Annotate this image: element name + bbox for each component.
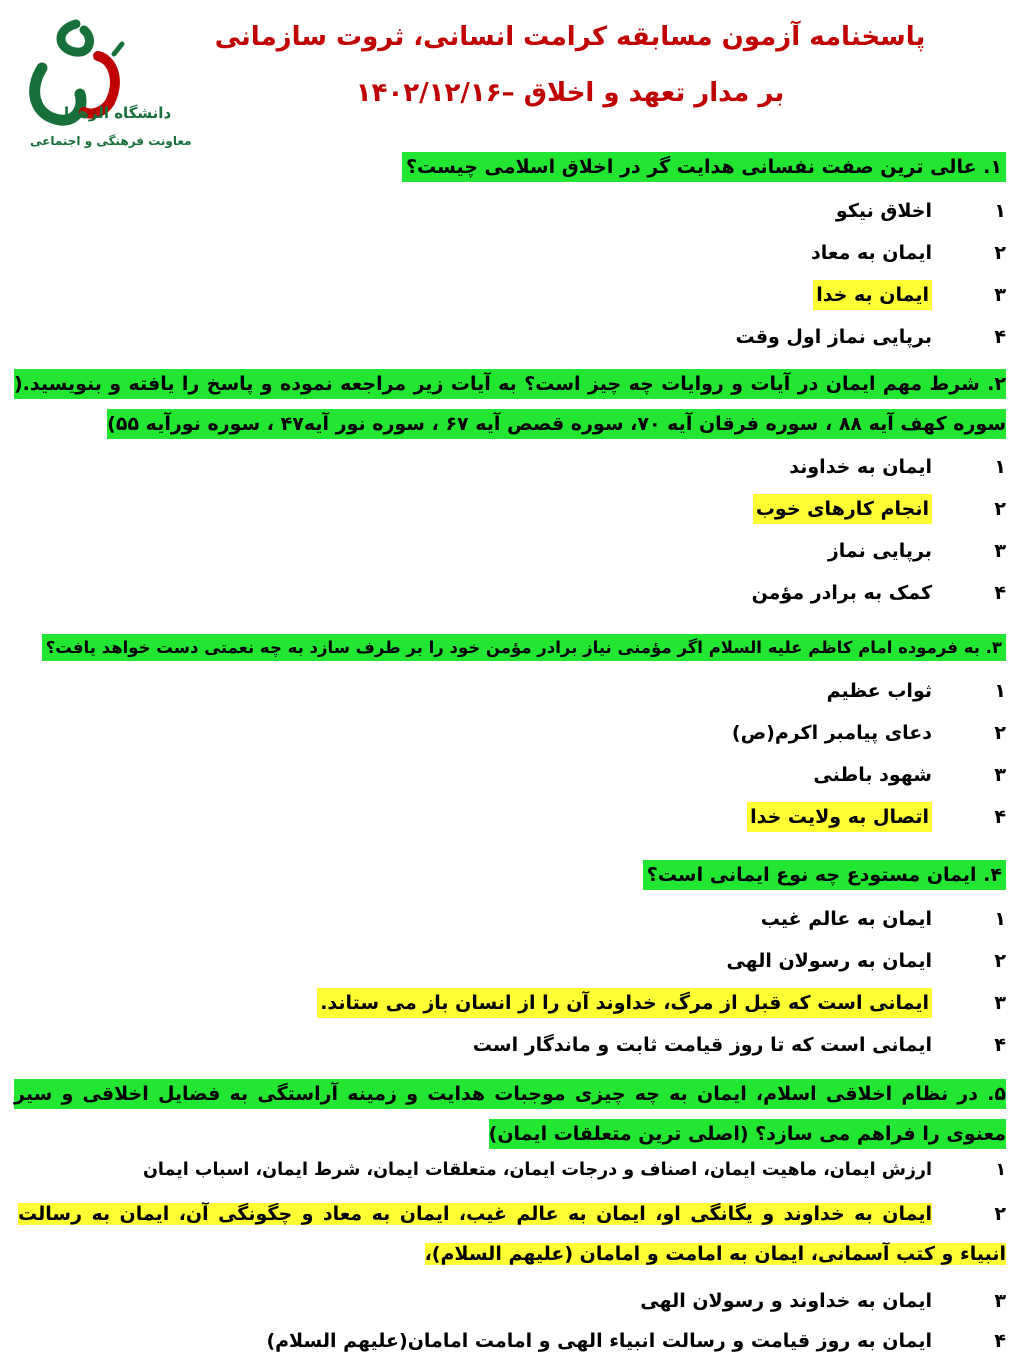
- question-5: [14, 1074, 1006, 1154]
- correct-answer: انجام کارهای خوب: [753, 494, 932, 524]
- correct-answer: ایمانی است که قبل از مرگ، خداوند آن را از انسان باز می ستاند.: [317, 988, 932, 1018]
- question-2: [14, 364, 1006, 444]
- question-4-text: ۴. ایمان مستودع چه نوع ایمانی است؟: [643, 860, 1006, 890]
- q5-option-3: ۳ایمان به خداوند و رسولان الهی: [640, 1290, 1006, 1312]
- q4-option-4: ۴ایمانی است که تا روز قیامت ثابت و ماندگار است: [472, 1034, 1006, 1056]
- q2-option-3: ۳برپایی نماز: [827, 540, 1006, 562]
- q1-option-4: ۴برپایی نماز اول وقت: [735, 326, 1006, 348]
- q1-option-1: ۱اخلاق نیکو: [835, 200, 1006, 222]
- logo-university-name: دانشگاه الزهرا: [64, 104, 172, 122]
- q1-option-2: ۲ایمان به معاد: [811, 242, 1006, 264]
- question-2-text: ۲. شرط مهم ایمان در آیات و روایات چه چیز است؟ به آیات زیر مراجعه نموده و پاسخ را یافته و بنویسید.( سوره کهف آیه ۸۸ ، سوره فرقان آیه ۷۰، سوره قصص آیه ۶۷ ، سوره نور آیه۴۷ ، سوره نورآیه ۵۵): [14, 369, 1006, 439]
- q3-option-4: ۴اتصال به ولایت خدا: [747, 806, 1006, 828]
- question-3: [42, 638, 1006, 657]
- correct-answer: ایمان به خدا: [813, 280, 932, 310]
- question-5-text: ۵. در نظام اخلاقی اسلام، ایمان به چه چیزی موجبات هدایت و زمینه آراستگی به فضایل اخلاقی و سیر معنوی را فراهم می سازد؟ (اصلی ترین متعلقات ایمان): [14, 1079, 1006, 1149]
- question-1: [402, 156, 1006, 178]
- q2-option-2: ۲انجام کارهای خوب: [753, 498, 1006, 520]
- q3-option-3: ۳شهود باطنی: [813, 764, 1006, 786]
- q4-option-1: ۱ایمان به عالم غیب: [760, 908, 1006, 930]
- q2-option-1: ۱ایمان به خداوند: [789, 456, 1006, 478]
- q4-option-3: ۳ایمانی است که قبل از مرگ، خداوند آن را از انسان باز می ستاند.: [317, 992, 1006, 1014]
- question-3-text: ۳. به فرموده امام کاظم علیه السلام اگر مؤمنی نیاز برادر مؤمن خود را بر طرف سازد به چه نعمتی دست خواهد یافت؟: [42, 634, 1006, 661]
- page-title: پاسخنامه آزمون مسابقه کرامت انسانی، ثروت سازمانی: [214, 22, 926, 52]
- q1-option-3: ۳ایمان به خدا: [813, 284, 1006, 306]
- question-4: [643, 864, 1006, 886]
- q3-option-2: ۲دعای پیامبر اکرم(ص): [731, 722, 1006, 744]
- q5-option-4: ۴ایمان به روز قیامت و رسالت انبیاء الهی و امامت امامان(علیهم السلام): [266, 1330, 1006, 1352]
- question-1-text: ۱. عالی ترین صفت نفسانی هدایت گر در اخلاق اسلامی چیست؟: [402, 152, 1006, 182]
- q5-option-1: ۱ارزش ایمان، ماهیت ایمان، اصناف و درجات ایمان، متعلقات ایمان، شرط ایمان، اسباب ایمان: [143, 1160, 1006, 1180]
- page-subtitle: بر مدار تعهد و اخلاق –۱۴۰۲/۱۲/۱۶: [355, 78, 785, 108]
- logo-department-name: معاونت فرهنگی و اجتماعی: [30, 134, 192, 148]
- correct-answer: اتصال به ولایت خدا: [747, 802, 932, 832]
- q2-option-4: ۴کمک به برادر مؤمن: [751, 582, 1006, 604]
- q4-option-2: ۲ایمان به رسولان الهی: [726, 950, 1006, 972]
- q3-option-1: ۱ثواب عظیم: [826, 680, 1006, 702]
- q5-option-2: ۲ایمان به خداوند و یگانگی او، ایمان به عالم غیب، ایمان به معاد و چگونگی آن، ایمان به رسالت انبیاء و کتب آسمانی، ایمان به امامت و امامان (علیهم السلام)،: [18, 1203, 1006, 1265]
- correct-answer: ایمان به خداوند و یگانگی او، ایمان به عالم غیب، ایمان به معاد و چگونگی آن، ایمان به رسالت انبیاء و کتب آسمانی، ایمان به امامت و امامان (علیهم السلام)،: [18, 1203, 1006, 1265]
